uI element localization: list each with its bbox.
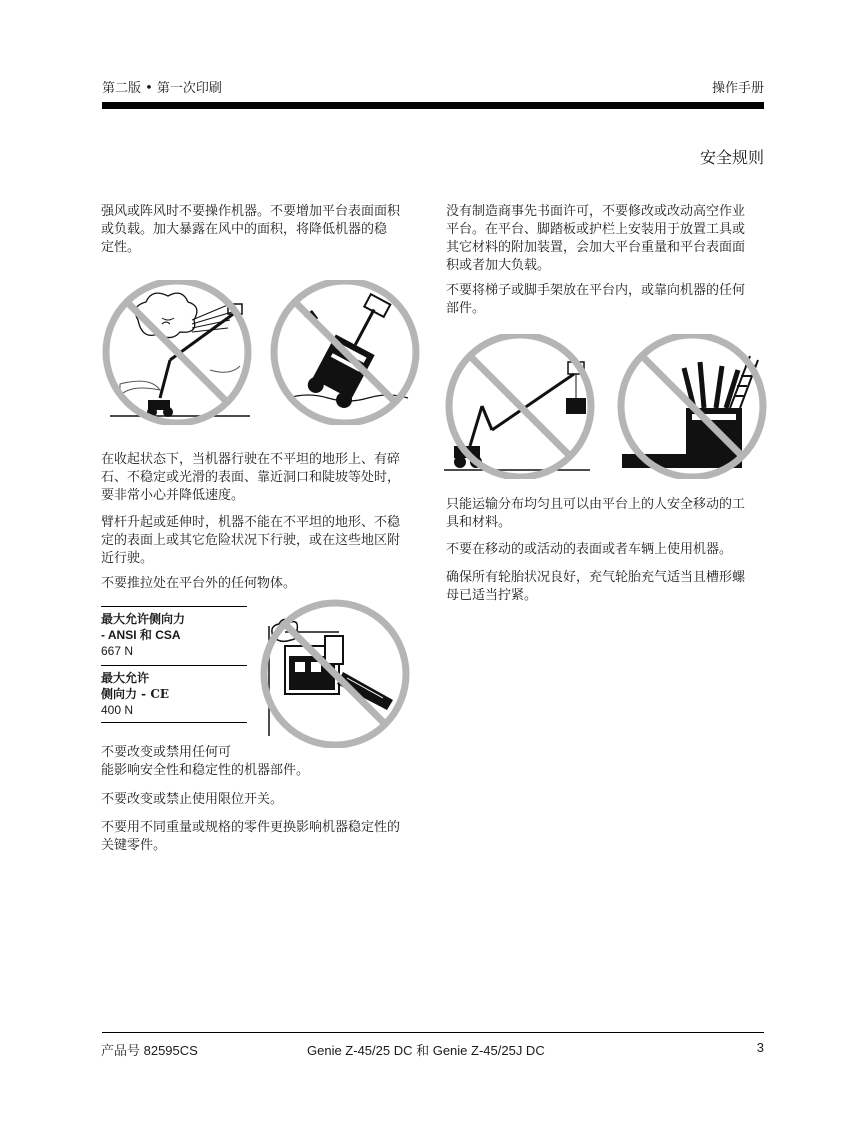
text-line: 强风或阵风时不要操作机器。不要增加平台表面面积 xyxy=(101,204,401,219)
text-line: 不要推拉处在平台外的任何物体。 xyxy=(101,576,297,591)
text-line: 能影响安全性和稳定性的机器部件。 xyxy=(101,763,310,778)
left-paragraph-elevated-travel xyxy=(101,514,400,568)
prohibition-tipover-icon xyxy=(268,280,423,425)
right-paragraph-ladders xyxy=(446,282,745,318)
spec-value: 400 N xyxy=(101,703,134,717)
text-line: 近行驶。 xyxy=(101,551,154,566)
text-line: 不要用不同重量或规格的零件更换影响机器稳定性的 xyxy=(101,820,401,835)
right-paragraph-modification xyxy=(446,203,745,275)
right-paragraph-tools-materials xyxy=(446,496,745,532)
footer-model: Genie Z-45/25 DC 和 Genie Z-45/25J DC xyxy=(307,1043,545,1058)
spec-ce xyxy=(101,670,169,718)
text-line: 关键零件。 xyxy=(101,838,167,853)
header-edition: 第二版 • 第一次印刷 xyxy=(102,81,222,96)
text-line: 其它材料的附加装置，会加大平台重量和平台表面面 xyxy=(446,240,746,255)
text-line: 平台。在平台、脚踏板或护栏上安装用于放置工具或 xyxy=(446,222,746,237)
header-rule xyxy=(102,102,764,109)
text-line: 不要改变或禁用任何可 xyxy=(101,745,232,760)
text-line: 没有制造商事先书面许可，不要修改或改动高空作业 xyxy=(446,204,746,219)
text-line: 臂杆升起或延伸时，机器不能在不平坦的地形、不稳 xyxy=(101,515,401,530)
prohibition-hanging-load-icon xyxy=(440,334,600,479)
spec-rule-bottom xyxy=(101,722,247,723)
text-line: 或负载。加大暴露在风中的面积，将降低机器的稳 xyxy=(101,222,388,237)
spec-label: 侧向力 - CE xyxy=(101,687,170,701)
footer-part-number: 产品号 82595CS xyxy=(101,1043,198,1058)
text-line: 不要改变或禁止使用限位开关。 xyxy=(101,792,284,807)
prohibition-ladder-icon xyxy=(612,334,772,479)
text-line: 只能运输分布均匀且可以由平台上的人安全移动的工 xyxy=(446,497,746,512)
left-paragraph-replacement-parts xyxy=(101,819,400,855)
spec-rule-top xyxy=(101,606,247,607)
spec-value: 667 N xyxy=(101,644,134,658)
text-line: 不要在移动的或活动的表面或者车辆上使用机器。 xyxy=(446,542,733,557)
prohibition-push-pull-icon xyxy=(255,596,415,748)
header-manual-title: 操作手册 xyxy=(711,81,764,96)
left-paragraph-stowed-travel xyxy=(101,451,400,505)
text-line: 不要将梯子或脚手架放在平台内，或靠向机器的任何 xyxy=(446,283,746,298)
right-paragraph-tires xyxy=(446,569,745,605)
left-paragraph-limit-switches xyxy=(101,791,283,809)
text-line: 母已适当拧紧。 xyxy=(446,588,538,603)
text-line: 定的表面上或其它危险状况下行驶，或在这些地区附 xyxy=(101,533,401,548)
spec-rule-middle xyxy=(101,665,247,666)
spec-label: 最大允许侧向力 xyxy=(101,612,186,626)
spec-ansi-csa xyxy=(101,611,185,659)
left-paragraph-push-pull xyxy=(101,575,296,593)
text-line: 积或者加大负载。 xyxy=(446,258,551,273)
text-line: 确保所有轮胎状况良好，充气轮胎充气适当且槽形螺 xyxy=(446,570,746,585)
left-paragraph-modify-components xyxy=(101,744,309,780)
footer-rule xyxy=(102,1032,764,1033)
text-line: 定性。 xyxy=(101,240,141,255)
footer-page-number: 3 xyxy=(756,1040,764,1055)
right-paragraph-moving-surfaces xyxy=(446,541,732,559)
spec-label: 最大允许 xyxy=(101,671,150,685)
text-line: 部件。 xyxy=(446,301,486,316)
spec-label: - ANSI 和 CSA xyxy=(101,628,181,642)
prohibition-wind-icon xyxy=(100,280,255,425)
section-title: 安全规则 xyxy=(699,148,764,167)
text-line: 在收起状态下，当机器行驶在不平坦的地形上、有碎 xyxy=(101,452,401,467)
left-paragraph-wind xyxy=(101,203,400,257)
text-line: 石、不稳定或光滑的表面、靠近洞口和陡坡等处时， xyxy=(101,470,401,485)
text-line: 具和材料。 xyxy=(446,515,512,530)
text-line: 要非常小心并降低速度。 xyxy=(101,488,245,503)
